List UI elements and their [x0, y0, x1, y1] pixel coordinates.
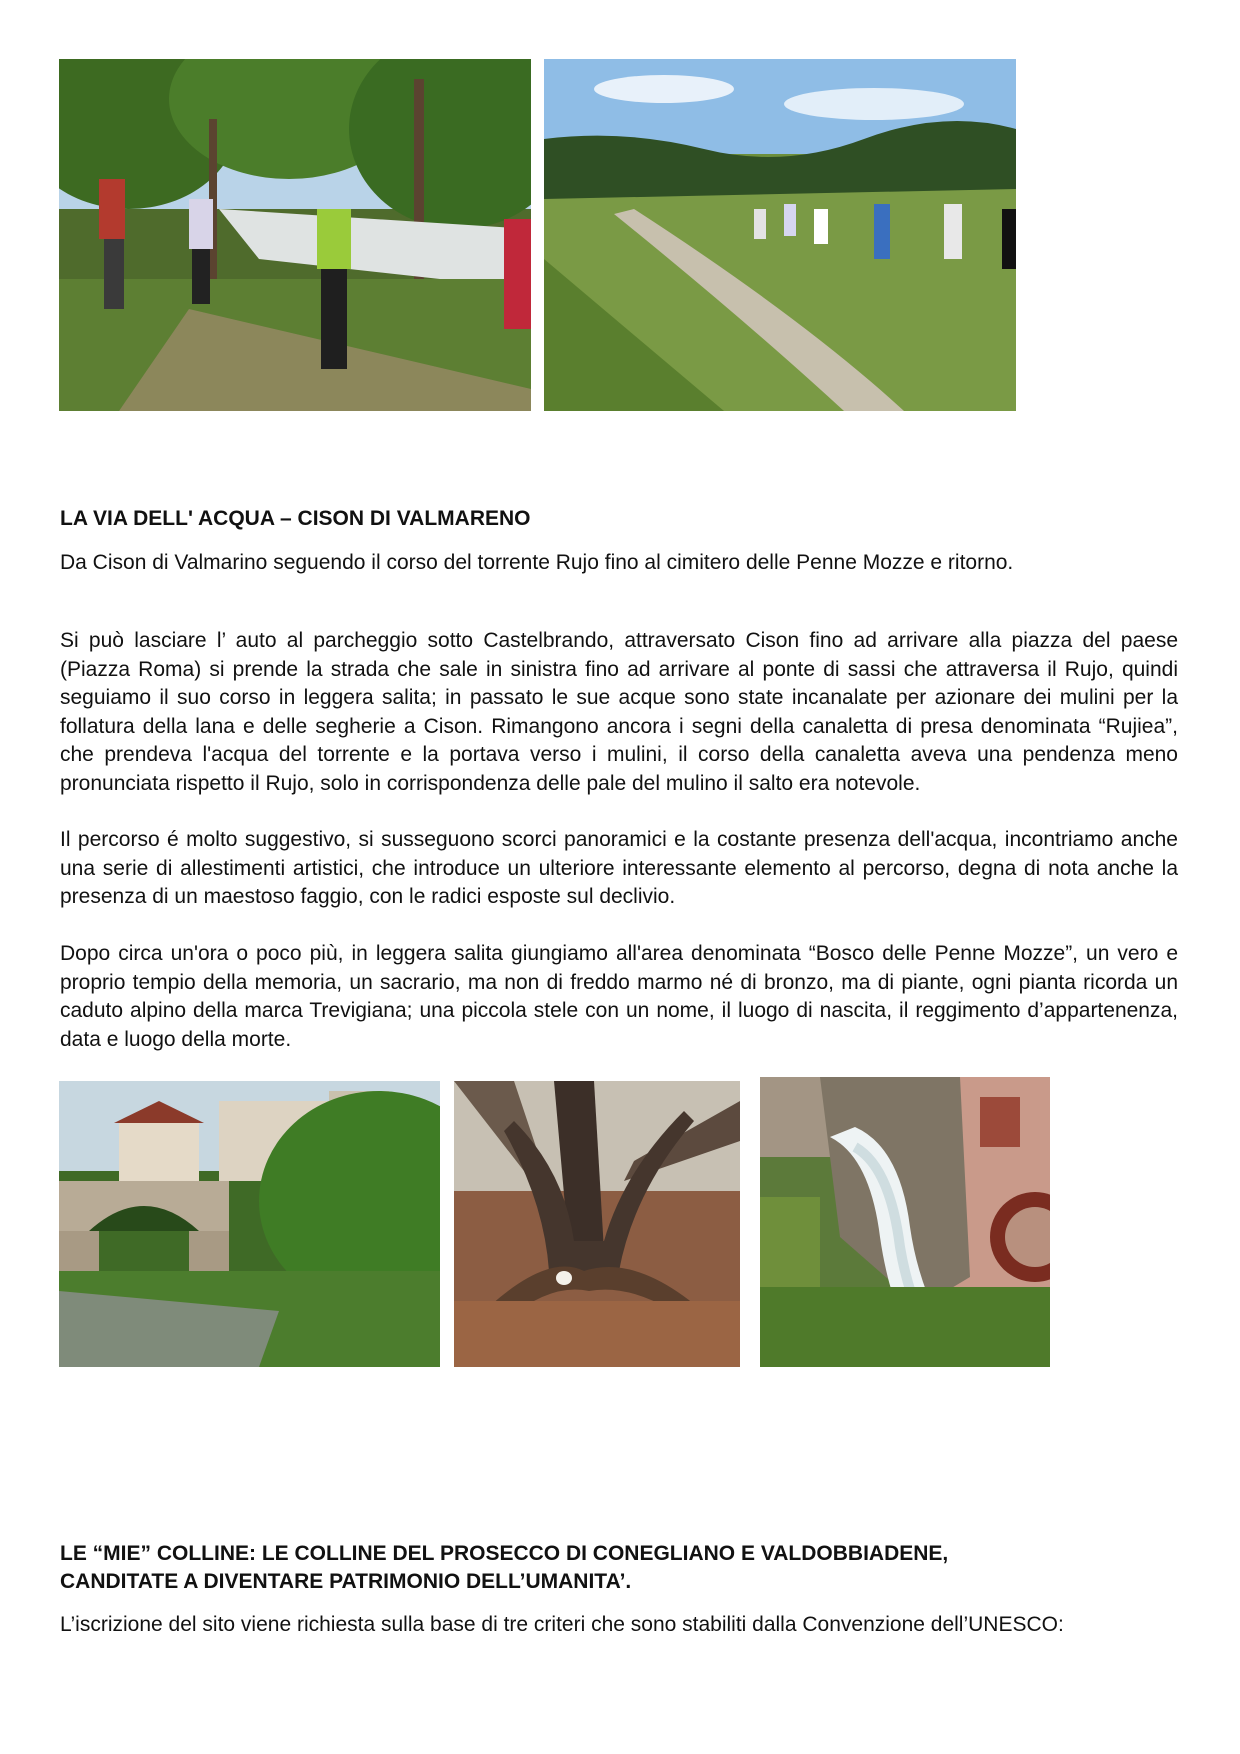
section-title-colline-line2: CANDITATE A DIVENTARE PATRIMONIO DELL’UMANITA’. — [60, 1570, 632, 1593]
photo-mill-waterfall — [760, 1077, 1050, 1367]
section-body-unesco: L’iscrizione del sito viene richiesta sulla base di tre criteri che sono stabiliti dalla Convenzione dell’UNESCO: — [60, 1613, 1064, 1636]
section-body-1: Si può lasciare l’ auto al parcheggio sotto Castelbrando, attraversato Cison fino ad arrivare alla piazza del paese (Piazza Roma) si prende la strada che sale in sinistra fino ad arrivare al ponte di sassi che attraversa il Rujo, quindi seguiamo il suo corso in leggera salita; in passato le sue acque sono state incanalate per azionare dei mulini per la follatura della lana e delle segherie a Cison. Rimangono ancora i segni della canaletta di presa denominata “Rujiea”, che prendeva l'acqua del torrente e la portava verso i mulini, il corso della canaletta aveva una pendenza meno pronunciata rispetto il Rujo, solo in corrispondenza delle pale del mulino il salto era notevole. — [60, 629, 1178, 795]
photo-stone-bridge — [59, 1081, 440, 1367]
section-intro: Da Cison di Valmarino seguendo il corso del torrente Rujo fino al cimitero delle Penne Mozze e ritorno. — [60, 551, 1014, 574]
section-title-via-acqua: LA VIA DELL' ACQUA – CISON DI VALMARENO — [60, 507, 531, 530]
section-body-2: Il percorso é molto suggestivo, si susseguono scorci panoramici e la costante presenza dell'acqua, incontriamo anche una serie di allestimenti artistici, che introduce un ulteriore interessante elemento al percorso, degna di nota anche la presenza di un maestoso faggio, con le radici esposte sul declivio. — [60, 828, 1178, 908]
photo-walkers-meadow — [544, 59, 1016, 411]
section-title-colline-line1: LE “MIE” COLLINE: LE COLLINE DEL PROSECCO DI CONEGLIANO E VALDOBBIADENE, — [60, 1542, 949, 1565]
photo-walkers-woods — [59, 59, 531, 411]
section-body-3: Dopo circa un'ora o poco più, in leggera salita giungiamo all'area denominata “Bosco delle Penne Mozze”, un vero e proprio tempio della memoria, un sacrario, ma non di freddo marmo né di bronzo, ma di piante, ogni pianta ricorda un caduto alpino della marca Trevigiana; una piccola stele con un nome, il luogo di nascita, il reggimento d’appartenenza, data e luogo della morte. — [60, 942, 1178, 1051]
photo-beech-tree-roots — [454, 1081, 740, 1367]
